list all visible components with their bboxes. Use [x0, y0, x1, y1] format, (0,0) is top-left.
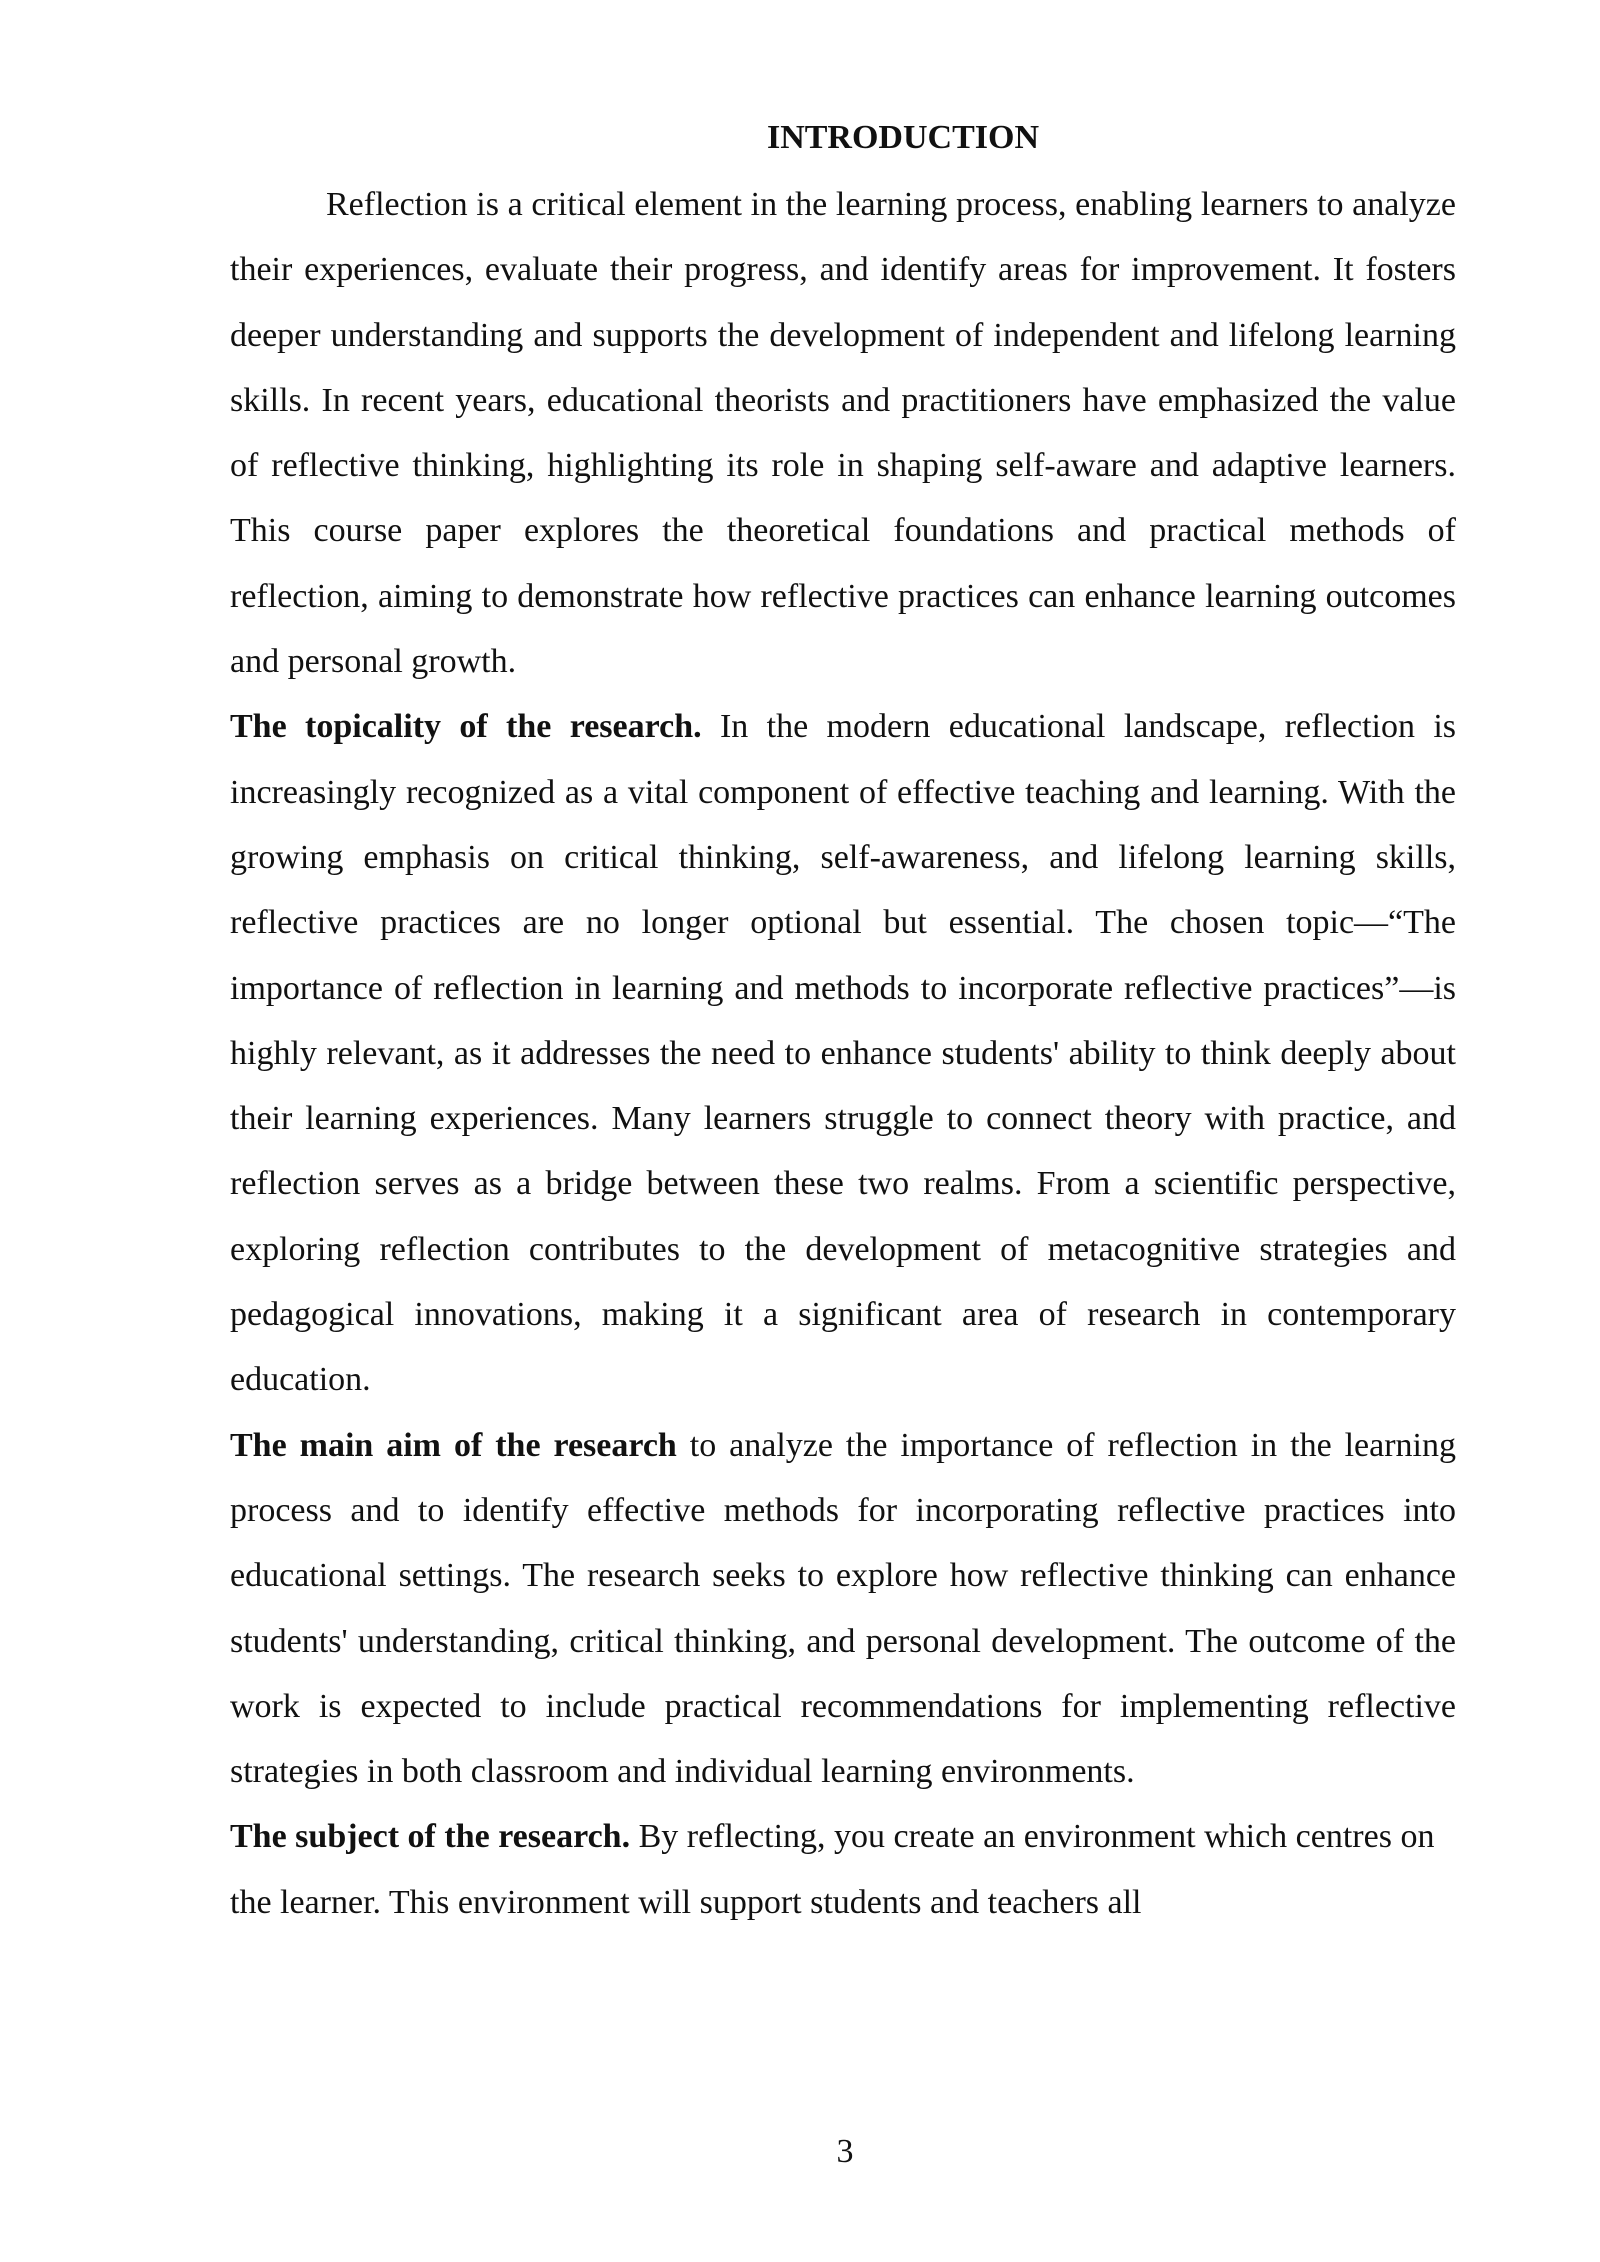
page-content [230, 112, 1456, 1935]
section-title: INTRODUCTION [766, 119, 1040, 156]
paragraph-lead: The topicality of the research. [230, 708, 702, 746]
aim-paragraph [230, 1413, 1456, 1805]
page-number: 3 [836, 2133, 854, 2170]
subject-paragraph [230, 1804, 1456, 1935]
paragraph-text: In the modern educational landscape, reflection is increasingly recognized as a vital component of effective teaching and learning. With the growing emphasis on critical thinking, self-awareness, and lifelong learning skills, reflective practices are no longer optional but essential. The chosen topic—“The importance of reflection in learning and methods to incorporate reflective practices”—is highly relevant, as it addresses the need to enhance students' ability to think deeply about their learning experiences. Many learners struggle to connect theory with practice, and reflection serves as a bridge between these two realms. From a scientific perspective, exploring reflection contributes to the development of metacognitive strategies and pedagogical innovations, making it a significant area of research in contemporary education. [230, 708, 1457, 1399]
paragraph-lead: The subject of the research. [230, 1818, 631, 1856]
intro-paragraph [230, 172, 1456, 694]
paragraph-text: By reflecting, you create an environment which centres on the learner. This environment will support students and teachers all [230, 1818, 1435, 1921]
paragraph-text: to analyze the importance of reflection in the learning process and to identify effective methods for incorporating reflective practices into educational settings. The research seeks to explore how reflective thinking can enhance students' understanding, critical thinking, and personal development. The outcome of the work is expected to include practical recommendations for implementing reflective strategies in both classroom and individual learning environments. [230, 1426, 1456, 1791]
paragraph-lead: The main aim of the research [230, 1426, 677, 1464]
topicality-paragraph [230, 694, 1456, 1412]
paragraph-text: Reflection is a critical element in the learning process, enabling learners to analyze their experiences, evaluate their progress, and identify areas for improvement. It fosters deeper understanding and supports the development of independent and lifelong learning skills. In recent years, educational theorists and practitioners have emphasized the value of reflective thinking, highlighting its role in shaping self-aware and adaptive learners. This course paper explores the theoretical foundations and practical methods of reflection, aiming to demonstrate how reflective practices can enhance learning outcomes and personal growth. [230, 186, 1456, 681]
